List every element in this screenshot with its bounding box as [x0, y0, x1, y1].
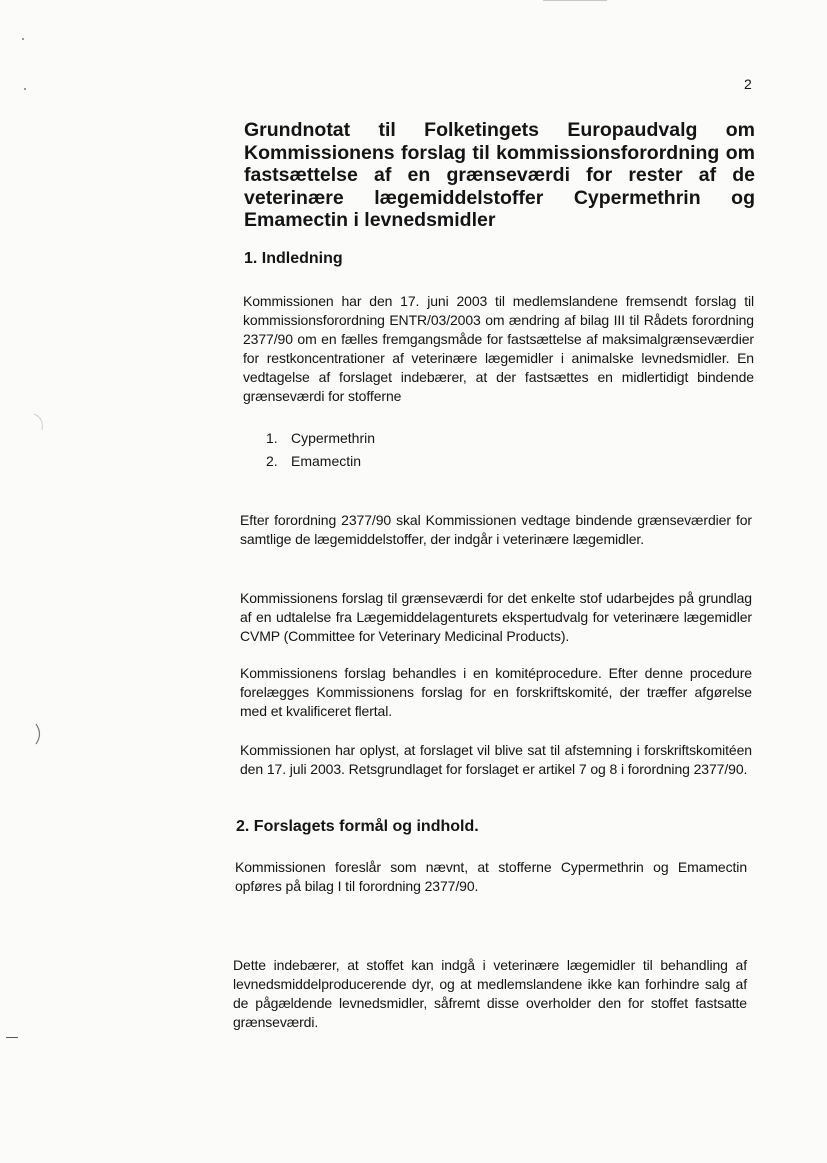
punch-hole-mark: [26, 722, 46, 748]
list-item: [266, 450, 375, 473]
body-paragraph: Kommissionens forslag til grænseværdi for det enkelte stof udarbejdes på grundlag af en udtalelse fra Lægemiddelagenturets ekspertudvalg for veterinære lægemidler CVMP (Committee for Veterinary Medicinal Products).: [240, 590, 752, 644]
scan-artifact: [24, 88, 26, 90]
intro-paragraph: Kommissionen har den 17. juni 2003 til medlemslandene fremsendt forslag til kommissionsforordning ENTR/03/2003 om ændring af bilag III til Rådets forordning 2377/90 om en fælles fremgangsmåde for fastsættelse af maksimalgrænseværdier for restkoncentrationer af veterinære lægemidler i animalske levnedsmidler. En vedtagelse af forslaget indebærer, at der fastsættes en midlertidigt bindende grænseværdi for stofferne: [243, 293, 754, 404]
punch-hole-mark: [26, 412, 46, 436]
body-paragraph: Dette indebærer, at stoffet kan indgå i veterinære lægemidler til behandling af levnedsmiddelproducerende dyr, og at medlemslandene ikke kan forhindre salg af de pågældende levnedsmidler, såfremt disse overholder den for stoffet fastsatte grænseværdi.: [233, 957, 747, 1030]
section-heading-formaal: 2. Forslagets formål og indhold.: [236, 818, 479, 835]
body-paragraph: Kommissionen har oplyst, at forslaget vil blive sat til afstemning i forskriftskomitéen den 17. juli 2003. Retsgrundlaget for forslaget er artikel 7 og 8 i forordning 2377/90.: [240, 742, 752, 777]
scan-artifact: [543, 0, 607, 1]
page-number: 2: [744, 76, 752, 92]
list-item-text: Emamectin: [291, 452, 362, 469]
list-item: [266, 427, 375, 450]
document-title: Grundnotat til Folketingets Europaudvalg om Kommissionens forslag til kommissionsforordning om fastsættelse af en grænseværdi for rester af de veterinære lægemiddelstoffer Cypermethrin og Emamectin i levnedsmidler: [244, 119, 755, 231]
list-number: 2.: [266, 452, 278, 469]
section-heading-indledning: 1. Indledning: [244, 250, 343, 267]
list-item-text: Cypermethrin: [291, 430, 376, 446]
body-paragraph: Kommissionen foreslår som nævnt, at stofferne Cypermethrin og Emamectin opføres på bilag I til forordning 2377/90.: [235, 859, 747, 894]
body-paragraph: Efter forordning 2377/90 skal Kommissionen vedtage bindende grænseværdier for samtlige de lægemiddelstoffer, der indgår i veterinære lægemidler.: [240, 512, 752, 547]
scan-artifact: [6, 1037, 18, 1038]
scan-artifact: [22, 38, 24, 40]
body-paragraph: Kommissionens forslag behandles i en komitéprocedure. Efter denne procedure forelægges Kommissionens forslag for en forskriftskomité, der træffer afgørelse med et kvalificeret flertal.: [240, 665, 752, 719]
list-number: 1.: [266, 430, 278, 446]
substance-list: [266, 427, 375, 472]
